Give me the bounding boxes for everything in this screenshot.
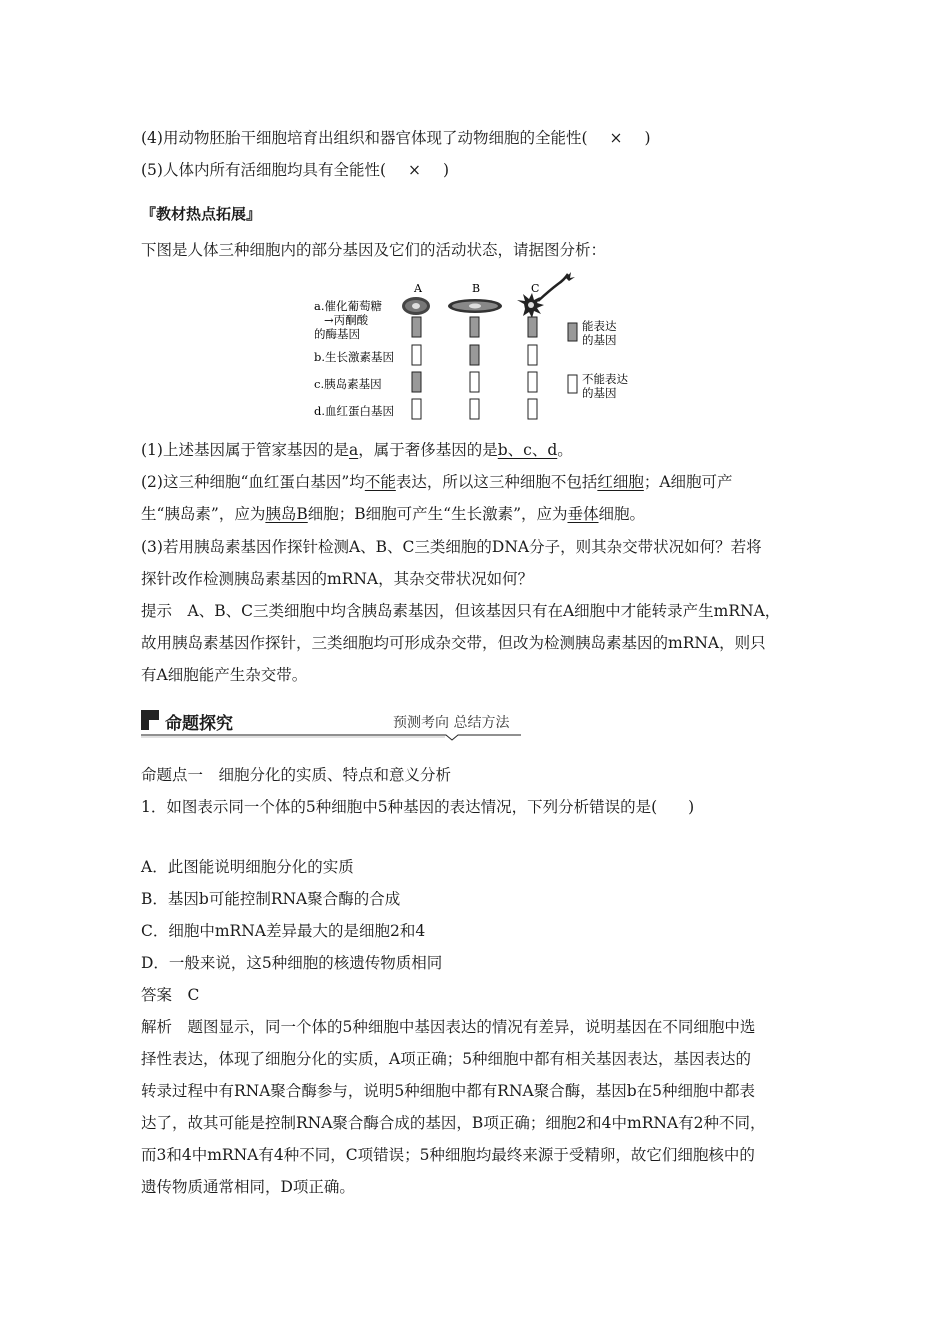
legend-empty-line-2: 的基因	[582, 386, 617, 400]
row-a-label-3: 的酶基因	[314, 327, 360, 341]
option-d: D．一般来说，这5种细胞的核遗传物质相同	[141, 954, 443, 972]
item-5-text: (5)人体内所有活细胞均具有全能性(	[141, 161, 387, 179]
col-label-b: B	[472, 282, 481, 295]
hot-topic-label: 教材热点拓展	[156, 205, 247, 223]
q3-line-2: 探针改作检测胰岛素基因的mRNA，其杂交带状况如何？	[141, 570, 534, 588]
row-b-label: b.生长激素基因	[314, 350, 395, 364]
q2-l1-answer-2: 红细胞	[597, 473, 644, 491]
q2-l1-pre: (2)这三种细胞“血红蛋白基因”均	[141, 473, 365, 491]
row-a-label-2: →丙酮酸	[324, 313, 369, 327]
gene-box-row3-colB	[470, 372, 479, 392]
q3-line-1: (3)若用胰岛素基因作探针检测A、B、C三类细胞的DNA分子，则其杂交带状况如何？若将	[141, 538, 762, 556]
gene-box-row1-colB	[470, 317, 479, 337]
section-title: 命题探究	[165, 714, 233, 734]
legend-empty-line-1: 不能表达	[582, 372, 628, 386]
analysis-line-3: 转录过程中有RNA聚合酶参与，说明5种细胞中都有RNA聚合酶，基因b在5种细胞中都表	[141, 1082, 756, 1100]
gene-box-row2-colB	[470, 345, 479, 365]
item-5-mark: ×	[408, 161, 422, 179]
gene-box-row1-colA	[412, 317, 421, 337]
q2-l2-pre: 生“胰岛素”，应为	[141, 505, 266, 523]
row-d-label: d.血红蛋白基因	[314, 404, 395, 418]
gene-box-row4-colC	[528, 399, 537, 419]
analysis-line-5: 而3和4中mRNA有4种不同，C项错误；5种细胞均最终来源于受精卵，故它们细胞核中的	[141, 1146, 755, 1164]
hint-line-1: 提示 A、B、C三类细胞中均含胰岛素基因，但该基因只有在A细胞中才能转录产生mRNA，	[141, 602, 781, 620]
legend-filled-line-2: 的基因	[582, 333, 617, 347]
option-a: A．此图能说明细胞分化的实质	[141, 858, 354, 876]
row-a-label-1: a.催化葡萄糖	[314, 299, 383, 313]
question: 1．如图表示同一个体的5种细胞中5种基因的表达情况，下列分析错误的是( )	[141, 798, 695, 816]
col-label-c: C	[531, 282, 540, 295]
q2-l1-mid: 表达，所以这三种细胞不包括	[395, 473, 598, 491]
item-4	[141, 126, 651, 148]
analysis-line-6: 遗传物质通常相同，D项正确。	[141, 1178, 355, 1196]
q2-line-1	[141, 470, 733, 492]
gene-expression-figure	[310, 270, 650, 430]
item-4-mark: ×	[609, 129, 623, 147]
q1-answer-2: b、c、d	[497, 441, 558, 459]
section-square-icon	[141, 710, 159, 730]
gene-box-row3-colC	[528, 372, 537, 392]
section-header	[141, 708, 521, 738]
gene-box-row2-colC	[528, 345, 537, 365]
legend-filled-box	[568, 323, 577, 341]
left-bracket: 『	[141, 205, 157, 223]
analysis-line-2: 择性表达，体现了细胞分化的实质，A项正确；5种细胞中都有相关基因表达，基因表达的	[141, 1050, 752, 1068]
q2-l2-answer-1: 胰岛B	[265, 505, 308, 523]
gene-box-row2-colA	[412, 345, 421, 365]
section-underline	[141, 733, 521, 741]
item-4-text: (4)用动物胚胎干细胞培育出组织和器官体现了动物细胞的全能性(	[141, 129, 588, 147]
gene-box-row1-colC	[528, 317, 537, 337]
q2-l2-mid: 细胞；B细胞可产生“生长激素”，应为	[307, 505, 568, 523]
hint-line-3: 有A细胞能产生杂交带。	[141, 666, 308, 684]
gene-box-row4-colB	[470, 399, 479, 419]
point-title: 命题点一 细胞分化的实质、特点和意义分析	[141, 766, 452, 784]
gene-box-row4-colA	[412, 399, 421, 419]
answer: 答案 C	[141, 986, 200, 1004]
gene-boxes	[412, 317, 537, 419]
item-5-close: )	[443, 161, 450, 179]
q2-l2-post: 细胞。	[598, 505, 646, 523]
gene-box-row3-colA	[412, 372, 421, 392]
cell-a-icon	[402, 297, 430, 315]
q2-l2-answer-2: 垂体	[567, 505, 599, 523]
q1-post: 。	[557, 441, 573, 459]
option-c: C．细胞中mRNA差异最大的是细胞2和4	[141, 922, 426, 940]
row-c-label: c.胰岛素基因	[314, 377, 382, 391]
col-label-a: A	[414, 282, 422, 295]
hot-topic-heading	[141, 203, 261, 224]
cell-c-icon	[517, 272, 575, 318]
q2-l1-post: ；A细胞可产	[643, 473, 733, 491]
q2-line-2	[141, 502, 645, 524]
q1-answer-1: a	[348, 441, 359, 459]
section-subtitle: 预测考向 总结方法	[393, 715, 510, 731]
q1-mid: ，属于奢侈基因的是	[358, 441, 498, 459]
q1-pre: (1)上述基因属于管家基因的是	[141, 441, 349, 459]
item-4-close: )	[644, 129, 651, 147]
analysis-line-4: 达了，故其可能是控制RNA聚合酶合成的基因，B项正确；细胞2和4中mRNA有2种不同，	[141, 1114, 766, 1132]
right-bracket: 』	[246, 205, 262, 223]
item-5	[141, 158, 449, 180]
legend-empty-box	[568, 375, 577, 393]
analysis-line-1: 解析 题图显示，同一个体的5种细胞中基因表达的情况有差异，说明基因在不同细胞中选	[141, 1018, 756, 1036]
q2-l1-answer-1: 不能	[364, 473, 396, 491]
option-b: B．基因b可能控制RNA聚合酶的合成	[141, 890, 401, 908]
q1	[141, 438, 573, 460]
hot-topic-intro: 下图是人体三种细胞内的部分基因及它们的活动状态，请据图分析：	[141, 241, 607, 259]
cell-b-icon	[448, 299, 502, 313]
hint-line-2: 故用胰岛素基因作探针，三类细胞均可形成杂交带，但改为检测胰岛素基因的mRNA，则只	[141, 634, 766, 652]
legend-filled-line-1: 能表达	[582, 319, 617, 333]
